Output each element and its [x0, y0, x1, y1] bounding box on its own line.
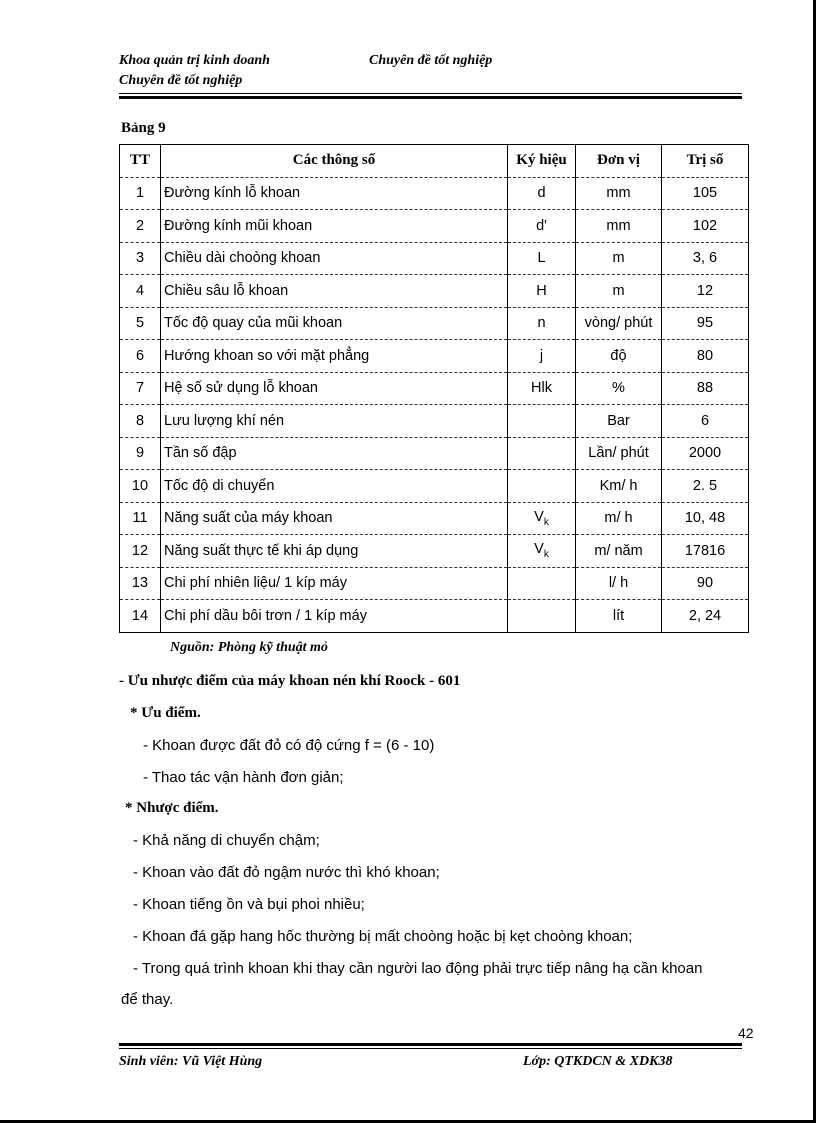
symbol-text: V [534, 541, 544, 558]
cell-value: 3, 6 [662, 242, 749, 275]
cell-tt: 5 [120, 307, 161, 340]
cell-tt: 4 [120, 275, 161, 308]
table-row [120, 535, 749, 568]
cell-symbol [508, 600, 576, 633]
cell-unit: mm [576, 210, 662, 243]
header-rule-thick [119, 96, 742, 99]
col-header-value: Trị số [662, 145, 749, 178]
cell-parameter: Lưu lượng khí nén [161, 405, 508, 438]
cell-value: 95 [662, 307, 749, 340]
cell-symbol [508, 275, 576, 308]
cell-value: 2. 5 [662, 470, 749, 503]
header-title: Chuyên đề tốt nghiệp [369, 53, 493, 68]
cell-symbol [508, 307, 576, 340]
cell-unit: lít [576, 600, 662, 633]
table-row [120, 405, 749, 438]
cell-symbol [508, 210, 576, 243]
table-row [120, 177, 749, 210]
symbol-text: j [539, 347, 544, 364]
symbol-text: d' [536, 217, 547, 234]
cell-tt: 6 [120, 340, 161, 373]
cell-tt: 7 [120, 372, 161, 405]
cell-symbol [508, 535, 576, 568]
col-header-symbol: Ký hiệu [508, 145, 576, 178]
symbol-text: d [537, 185, 546, 202]
table-row [120, 307, 749, 340]
cell-parameter: Tần số đập [161, 437, 508, 470]
cell-parameter: Năng suất thực tế khi áp dụng [161, 535, 508, 568]
col-header-unit: Đơn vị [576, 145, 662, 178]
col-header-tt: TT [120, 145, 161, 178]
cell-symbol [508, 502, 576, 535]
table-row [120, 600, 749, 633]
cell-value: 10, 48 [662, 502, 749, 535]
symbol-subscript: k [543, 516, 549, 528]
footer-rule-thick [119, 1043, 742, 1046]
cell-value: 2, 24 [662, 600, 749, 633]
table-header-row [120, 145, 749, 178]
cell-value: 6 [662, 405, 749, 438]
table-row [120, 502, 749, 535]
advantage-item: - Khoan được đất đỏ có độ cứng f = (6 - 10) [143, 737, 435, 754]
cell-symbol [508, 567, 576, 600]
table-row [120, 275, 749, 308]
cell-tt: 11 [120, 502, 161, 535]
cell-symbol [508, 372, 576, 405]
table-row [120, 437, 749, 470]
cell-tt: 9 [120, 437, 161, 470]
cell-tt: 13 [120, 567, 161, 600]
table-row [120, 567, 749, 600]
cell-tt: 3 [120, 242, 161, 275]
cell-tt: 1 [120, 177, 161, 210]
cell-parameter: Chiều dài choòng khoan [161, 242, 508, 275]
cell-unit: vòng/ phút [576, 307, 662, 340]
cell-parameter: Chi phí dầu bôi trơn / 1 kíp máy [161, 600, 508, 633]
cell-parameter: Hệ số sử dụng lỗ khoan [161, 372, 508, 405]
cell-tt: 8 [120, 405, 161, 438]
symbol-subscript: k [543, 549, 549, 561]
symbol-text: Hlk [531, 380, 552, 397]
advantages-title: * Ưu điểm. [130, 705, 201, 721]
cell-value: 80 [662, 340, 749, 373]
cell-unit: % [576, 372, 662, 405]
cell-unit: Lần/ phút [576, 437, 662, 470]
cell-unit: mm [576, 177, 662, 210]
symbol-text: n [537, 315, 546, 332]
cell-tt: 12 [120, 535, 161, 568]
cell-symbol [508, 177, 576, 210]
table-row [120, 470, 749, 503]
header-faculty: Khoa quản trị kinh doanh [119, 53, 270, 68]
cell-value: 2000 [662, 437, 749, 470]
symbol-text: V [534, 508, 544, 525]
disadvantage-item: - Trong quá trình khoan khi thay cần người lao động phải trực tiếp nâng hạ cần khoan [133, 960, 703, 977]
cell-symbol [508, 405, 576, 438]
cell-parameter: Năng suất của máy khoan [161, 502, 508, 535]
cell-unit: Bar [576, 405, 662, 438]
cell-value: 12 [662, 275, 749, 308]
col-header-parameters: Các thông số [161, 145, 508, 178]
cell-parameter: Đường kính lỗ khoan [161, 177, 508, 210]
cell-unit: m/ năm [576, 535, 662, 568]
cell-parameter: Chi phí nhiên liệu/ 1 kíp máy [161, 567, 508, 600]
table-row [120, 242, 749, 275]
cell-value: 105 [662, 177, 749, 210]
cell-unit: độ [576, 340, 662, 373]
disadvantage-item: - Khoan vào đất đỏ ngậm nước thì khó khoan; [133, 864, 440, 881]
section-heading: - Ưu nhược điểm của máy khoan nén khí Roock - 601 [119, 673, 461, 689]
footer-student: Sinh viên: Vũ Việt Hùng [119, 1054, 263, 1069]
disadvantages-title: * Nhược điểm. [125, 800, 219, 816]
disadvantage-item-continued: để thay. [121, 991, 174, 1008]
symbol-text: L [537, 250, 546, 267]
cell-parameter: Chiều sâu lỗ khoan [161, 275, 508, 308]
disadvantage-item: - Khoan đá gặp hang hốc thường bị mất choòng hoặc bị kẹt choòng khoan; [133, 928, 633, 945]
cell-parameter: Tốc độ di chuyển [161, 470, 508, 503]
cell-symbol [508, 340, 576, 373]
cell-value: 90 [662, 567, 749, 600]
cell-unit: m [576, 242, 662, 275]
table-row [120, 372, 749, 405]
footer-class: Lớp: QTKDCN & XDK38 [523, 1054, 673, 1069]
cell-symbol [508, 470, 576, 503]
table-row [120, 210, 749, 243]
disadvantage-item: - Khoan tiếng ồn và bụi phoi nhiều; [133, 896, 365, 913]
cell-unit: m [576, 275, 662, 308]
cell-unit: Km/ h [576, 470, 662, 503]
symbol-text: H [536, 282, 547, 299]
cell-symbol [508, 242, 576, 275]
table-row [120, 340, 749, 373]
header-rule-thin [119, 93, 742, 94]
cell-unit: m/ h [576, 502, 662, 535]
table-source: Nguồn: Phòng kỹ thuật mỏ [170, 640, 328, 655]
table-caption: Bảng 9 [121, 120, 166, 136]
cell-parameter: Hướng khoan so với mặt phẳng [161, 340, 508, 373]
page-number: 42 [738, 1025, 754, 1041]
cell-symbol [508, 437, 576, 470]
disadvantage-item: - Khả năng di chuyển chậm; [133, 832, 320, 849]
cell-unit: l/ h [576, 567, 662, 600]
cell-value: 17816 [662, 535, 749, 568]
parameters-table [119, 144, 749, 633]
cell-tt: 2 [120, 210, 161, 243]
cell-value: 88 [662, 372, 749, 405]
advantage-item: - Thao tác vận hành đơn giản; [143, 769, 344, 786]
header-subtitle: Chuyên đề tốt nghiệp [119, 73, 243, 88]
cell-parameter: Đường kính mũi khoan [161, 210, 508, 243]
cell-tt: 14 [120, 600, 161, 633]
cell-value: 102 [662, 210, 749, 243]
footer-rule-thin [119, 1048, 742, 1049]
cell-tt: 10 [120, 470, 161, 503]
cell-parameter: Tốc độ quay của mũi khoan [161, 307, 508, 340]
